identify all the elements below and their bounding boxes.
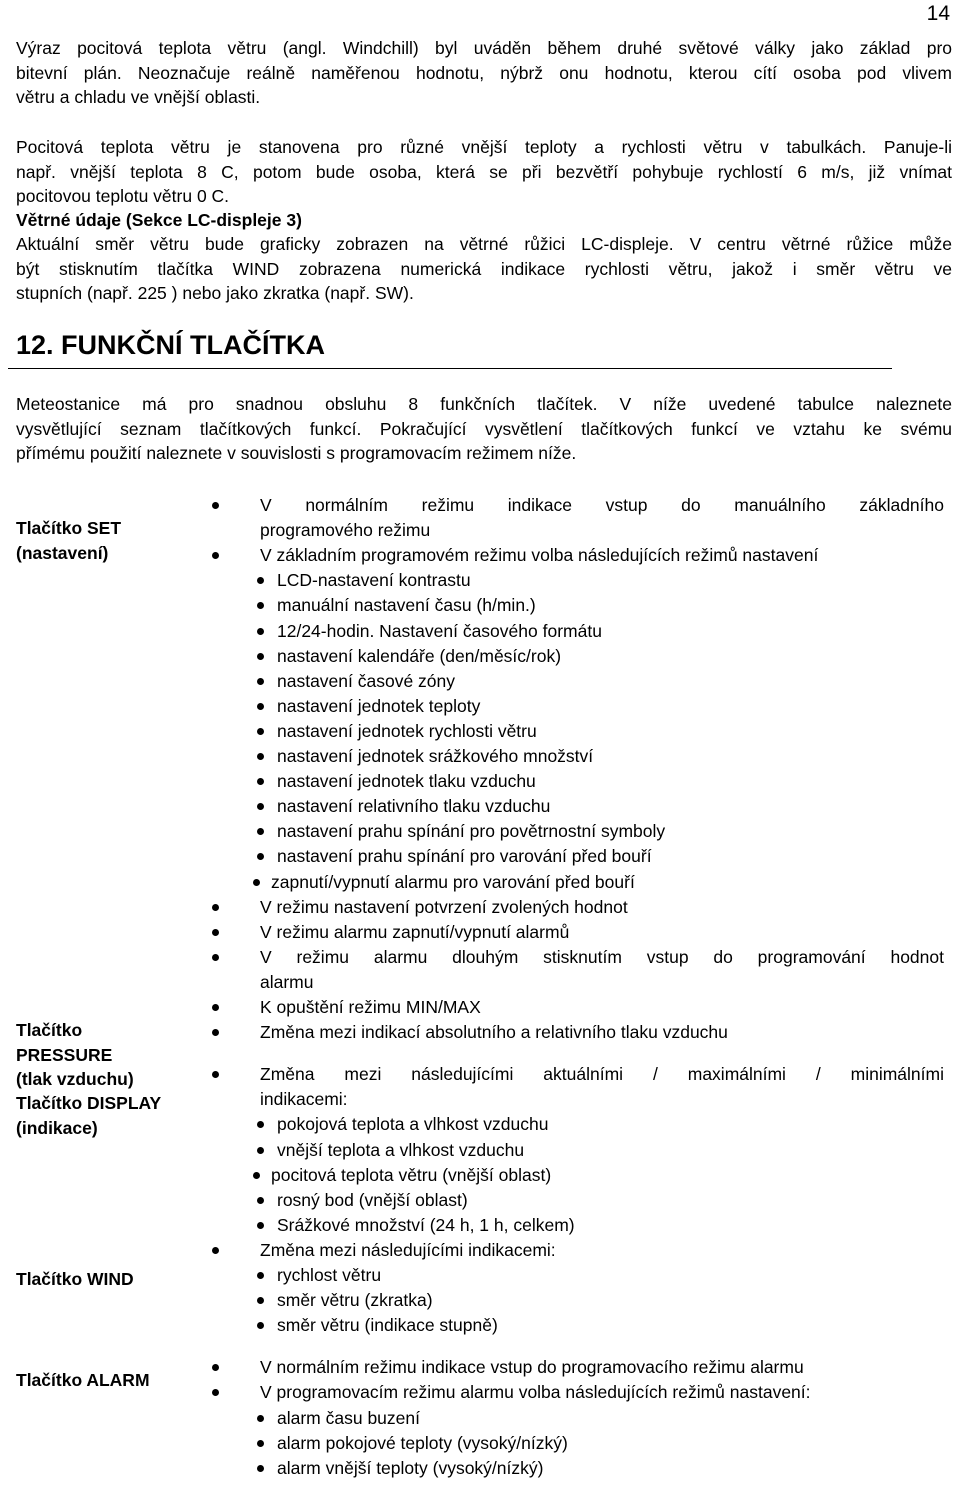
- bullet-icon: [212, 929, 219, 936]
- text-line: Aktuální směr větru bude graficky zobrazen na větrné růžici LC-displeje. V centru větrné růžice může: [16, 234, 952, 254]
- function-item-text: rychlost větru: [277, 1265, 382, 1285]
- bullet-icon: [212, 552, 219, 559]
- function-item-text: nastavení jednotek srážkového množství: [277, 746, 594, 766]
- bullet-icon: [257, 1147, 264, 1154]
- function-item: [277, 1263, 381, 1288]
- function-item: [260, 543, 818, 568]
- label-line: Tlačítko SET: [16, 518, 122, 538]
- wind-data-heading: Větrné údaje (Sekce LC-displeje 3): [16, 210, 302, 230]
- function-item: [260, 518, 430, 543]
- paragraph-windchill: [16, 36, 952, 110]
- bullet-icon: [212, 1004, 219, 1011]
- bullet-icon: [257, 1272, 264, 1279]
- function-item: [277, 1288, 433, 1313]
- function-item-text: nastavení časové zóny: [277, 670, 456, 691]
- function-item-text: nastavení prahu spínání pro povětrnostní symboly: [277, 821, 666, 842]
- function-item-text: nastavení jednotek teploty: [277, 695, 481, 716]
- function-item-text: nastavení relativního tlaku vzduchu: [277, 796, 551, 817]
- function-item-text: manuální nastavení času (h/min.): [277, 595, 536, 616]
- function-item-text: programového režimu: [260, 520, 431, 541]
- bullet-icon: [257, 803, 264, 810]
- function-item: [277, 844, 652, 869]
- heading-rule: [8, 368, 892, 369]
- bullet-icon: [253, 879, 260, 886]
- function-item-text: V režimu alarmu zapnutí/vypnutí alarmů: [260, 921, 570, 942]
- section-title: 12. FUNKČNÍ TLAČÍTKA: [16, 330, 325, 360]
- function-item-text: alarm vnější teploty (vysoký/nízký): [277, 1457, 544, 1478]
- function-item-text: pocitová teplota větru (vnější oblast): [271, 1164, 552, 1185]
- function-item-text: V režimu nastavení potvrzení zvolených hodnot: [260, 896, 628, 917]
- function-item-text: směr větru (zkratka): [277, 1290, 433, 1311]
- bullet-icon: [212, 904, 219, 911]
- function-item: [260, 895, 628, 920]
- function-item: [260, 995, 481, 1020]
- function-item: [277, 619, 602, 644]
- text-line: Pocitová teplota větru je stanovena pro různé vnější teploty a rychlosti větru v tabulkách. Panuje-li: [16, 137, 952, 157]
- paragraph-windchill-table: [16, 135, 952, 209]
- function-item-text: alarmu: [260, 971, 314, 992]
- function-item: [277, 794, 550, 819]
- bullet-icon: [253, 1172, 260, 1179]
- function-item-text: nastavení jednotek rychlosti větru: [277, 720, 537, 741]
- function-item-text: nastavení jednotek tlaku vzduchu: [277, 771, 536, 792]
- function-item-text: V programovacím režimu alarmu volba následujících režimů nastavení:: [260, 1382, 811, 1403]
- bullet-icon: [257, 728, 264, 735]
- bullet-icon: [257, 602, 264, 609]
- text-line: pocitovou teplotu větru 0 C.: [16, 186, 230, 206]
- function-item: [260, 1238, 556, 1263]
- function-item-text: směr větru (indikace stupně): [277, 1315, 498, 1336]
- function-item-text: rosný bod (vnější oblast): [277, 1189, 468, 1210]
- function-item-text: zapnutí/vypnutí alarmu pro varování před bouří: [271, 871, 635, 892]
- bullet-icon: [257, 1465, 264, 1472]
- bullet-icon: [257, 828, 264, 835]
- bullet-icon: [257, 577, 264, 584]
- bullet-icon: [257, 653, 264, 660]
- function-item: [260, 1020, 728, 1045]
- bullet-icon: [257, 1197, 264, 1204]
- function-item: [277, 1188, 468, 1213]
- bullet-icon: [257, 703, 264, 710]
- label-line: Tlačítko ALARM: [16, 1370, 150, 1390]
- page-number: 14: [926, 2, 950, 25]
- alarm-button-label: [16, 1368, 150, 1393]
- bullet-icon: [257, 1440, 264, 1447]
- text-line: vysvětlující seznam tlačítkových funkcí. Pokračující vysvětlení tlačítkových funkcí ve vztahu ke svému: [16, 418, 952, 439]
- function-item-text: Změna mezi následujícími indikacemi:: [260, 1239, 556, 1260]
- label-line: Tlačítko DISPLAY: [16, 1093, 162, 1113]
- function-item-text: 12/24-hodin. Nastavení časového formátu: [277, 620, 602, 641]
- text-line: Výraz pocitová teplota větru (angl. Windchill) byl uváděn během druhé světové války jako základ pro: [16, 38, 952, 58]
- function-item: [260, 945, 944, 970]
- function-item-text: Srážkové množství (24 h, 1 h, celkem): [277, 1214, 575, 1235]
- label-line: Tlačítko WIND: [16, 1269, 134, 1289]
- function-item: [277, 694, 480, 719]
- function-item: [277, 744, 593, 769]
- wind-button-label: [16, 1267, 134, 1292]
- function-item: [260, 970, 314, 995]
- function-item: [277, 819, 665, 844]
- label-line: (indikace): [16, 1117, 98, 1138]
- bullet-icon: [257, 1297, 264, 1304]
- function-item: [277, 769, 536, 794]
- bullet-icon: [212, 502, 219, 509]
- function-item-text: Změna mezi indikací absolutního a relativního tlaku vzduchu: [260, 1022, 728, 1043]
- bullet-icon: [257, 778, 264, 785]
- function-item-text: pokojová teplota a vlhkost vzduchu: [277, 1114, 549, 1135]
- function-item-text: indikacemi:: [260, 1089, 348, 1110]
- function-item-text: vnější teplota a vlhkost vzduchu: [277, 1139, 525, 1160]
- function-item: [260, 1355, 804, 1380]
- function-item-text: V režimu alarmu dlouhým stisknutím vstup do programování hodnot: [260, 946, 944, 967]
- function-item: [271, 1163, 551, 1188]
- section-intro: [16, 392, 952, 466]
- bullet-icon: [257, 1322, 264, 1329]
- label-line: (nastavení): [16, 542, 109, 563]
- function-item: [277, 568, 471, 593]
- text-line: bitevní plán. Neoznačuje reálně naměřenou hodnotu, nýbrž onu hodnotu, kterou cítí osoba pod vlivem: [16, 62, 952, 83]
- function-item-text: alarm času buzení: [277, 1407, 420, 1428]
- label-line: Tlačítko: [16, 1020, 83, 1040]
- bullet-icon: [257, 753, 264, 760]
- text-line: např. vnější teplota 8 C, potom bude osoba, která se při bezvětří pohybuje rychlostí 6 m/s, již vnímat: [16, 161, 952, 182]
- bullet-icon: [212, 1389, 219, 1396]
- function-item: [277, 644, 561, 669]
- display-button-label: [16, 1091, 161, 1140]
- function-item: [260, 1062, 944, 1087]
- set-button-label: [16, 516, 121, 565]
- function-item: [260, 493, 944, 518]
- function-item: [277, 1313, 498, 1338]
- bullet-icon: [212, 1071, 219, 1078]
- function-item: [277, 1213, 575, 1238]
- function-item: [277, 1406, 420, 1431]
- paragraph-wind-data: [16, 232, 952, 306]
- bullet-icon: [257, 678, 264, 685]
- function-item: [277, 593, 536, 618]
- function-item-text: K opuštění režimu MIN/MAX: [260, 997, 481, 1017]
- function-item: [277, 1112, 548, 1137]
- text-line: být stisknutím tlačítka WIND zobrazena numerická indikace rychlosti větru, jakož i směr větru ve: [16, 258, 952, 279]
- function-item: [260, 1087, 348, 1112]
- bullet-icon: [257, 628, 264, 635]
- function-item-text: V normálním režimu indikace vstup do manuálního základního: [260, 495, 944, 515]
- function-item: [277, 719, 537, 744]
- function-item-text: nastavení kalendáře (den/měsíc/rok): [277, 645, 562, 666]
- function-item-text: LCD-nastavení kontrastu: [277, 570, 471, 591]
- label-line: (tlak vzduchu): [16, 1069, 134, 1089]
- function-item: [277, 1138, 524, 1163]
- bullet-icon: [212, 954, 219, 961]
- pressure-button-label: [16, 1018, 134, 1092]
- bullet-icon: [212, 1247, 219, 1254]
- function-item: [260, 920, 569, 945]
- bullet-icon: [212, 1029, 219, 1036]
- function-item-text: nastavení prahu spínání pro varování před bouří: [277, 846, 652, 867]
- function-item: [260, 1380, 811, 1405]
- bullet-icon: [257, 1222, 264, 1229]
- label-line: PRESSURE: [16, 1044, 113, 1065]
- bullet-icon: [257, 1415, 264, 1422]
- function-item: [277, 1456, 543, 1481]
- function-item-text: Změna mezi následujícími aktuálními / maximálními / minimálními: [260, 1064, 944, 1085]
- text-line: přímému použití naleznete v souvislosti s programovacím režimem níže.: [16, 443, 577, 463]
- function-item: [277, 669, 455, 694]
- text-line: stupních (např. 225 ) nebo jako zkratka (např. SW).: [16, 283, 414, 303]
- function-item: [271, 870, 635, 895]
- bullet-icon: [212, 1364, 219, 1371]
- function-item: [277, 1431, 568, 1456]
- function-item-text: V základním programovém režimu volba následujících režimů nastavení: [260, 545, 819, 566]
- text-line: Meteostanice má pro snadnou obsluhu 8 funkčních tlačítek. V níže uvedené tabulce naleznete: [16, 394, 952, 414]
- bullet-icon: [257, 853, 264, 860]
- function-item-text: alarm pokojové teploty (vysoký/nízký): [277, 1432, 568, 1453]
- text-line: větru a chladu ve vnější oblasti.: [16, 87, 261, 107]
- function-item-text: V normálním režimu indikace vstup do programovacího režimu alarmu: [260, 1357, 804, 1378]
- bullet-icon: [257, 1121, 264, 1128]
